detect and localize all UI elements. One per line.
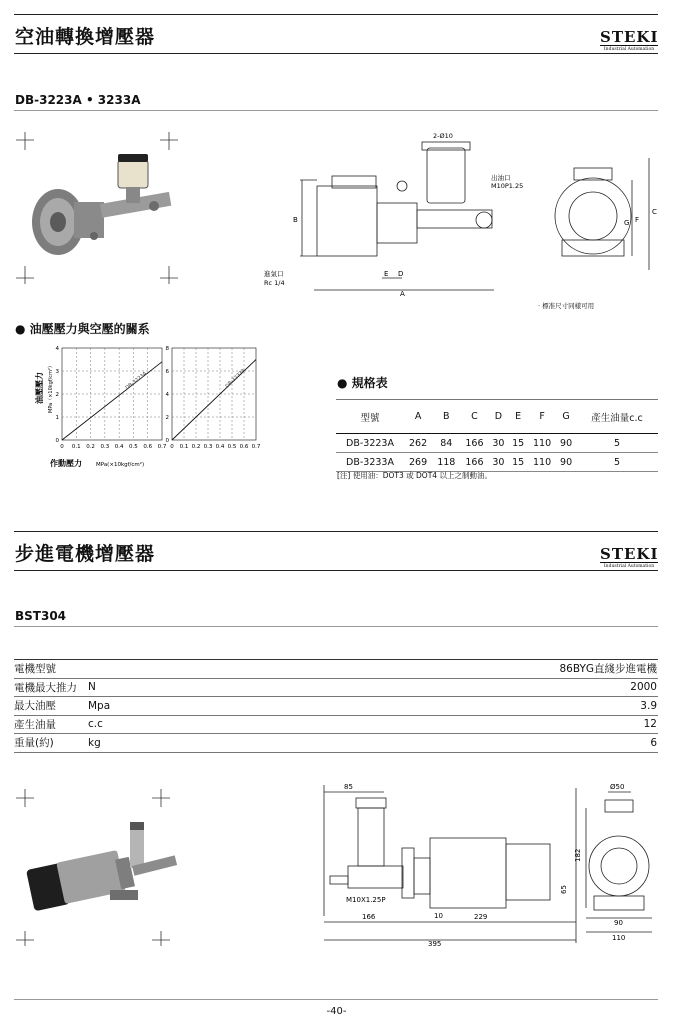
table-row: 電機型號 86BYG直綫步進電機: [14, 660, 658, 679]
svg-text:出油口: 出油口: [491, 174, 511, 182]
chart-ylabel-main: 油壓壓力: [35, 372, 44, 404]
chart-y-tick-label: 6: [165, 369, 169, 375]
svg-text:Rc 1/4: Rc 1/4: [264, 279, 285, 287]
steki-logo: STEKI Industrial Automation: [600, 28, 659, 52]
bullet-icon: ●: [15, 322, 26, 336]
chart-x-tick-label: 0.3: [203, 444, 213, 450]
chart-y-tick-label: 1: [55, 415, 59, 421]
dim-110: 110: [612, 934, 626, 942]
dim-229: 229: [474, 913, 488, 921]
dim-90: 90: [614, 919, 623, 927]
table-row: 產生油量 c.c 12: [14, 715, 658, 734]
dim-65: 65: [560, 885, 568, 894]
svg-text:C: C: [652, 208, 657, 216]
table-row: 重量(約) kg 6: [14, 734, 658, 753]
page-number: -40-: [326, 1006, 347, 1017]
section2-title-rule: [14, 570, 658, 571]
chart-x-tick-label: 0.5: [227, 444, 237, 450]
chart-x-tick-label: 0.7: [157, 444, 167, 450]
svg-text:E: E: [384, 270, 389, 278]
section2-model: BST304: [15, 609, 67, 623]
svg-text:2-Ø10: 2-Ø10: [433, 132, 453, 140]
svg-text:· 標准尺寸同樣可用: · 標准尺寸同樣可用: [538, 302, 595, 310]
chart-series-label: DB-3233A: [224, 367, 247, 390]
drawing-db3223a: [262, 128, 662, 310]
graph-heading: ● 油壓壓力與空壓的關系: [15, 322, 150, 336]
motor-spec-table: [14, 659, 658, 753]
chart-x-tick-label: 0.1: [179, 444, 189, 450]
dim-166: 166: [362, 913, 376, 921]
drawing-bst304: [318, 778, 663, 950]
svg-text:B: B: [293, 216, 298, 224]
spec-header-row: 型號 A B C D E F G 產生油量c.c: [336, 400, 658, 434]
chart-y-tick-label: 2: [165, 415, 169, 421]
spec-note: [注] 使用油：DOT3 或 DOT4 以上之制動油。: [337, 471, 492, 480]
spec-table: [336, 399, 658, 472]
chart-x-tick-label: 0.6: [239, 444, 249, 450]
chart-y-tick-label: 4: [55, 346, 59, 352]
dim-182: 182: [574, 848, 582, 862]
svg-text:M10P1.25: M10P1.25: [491, 182, 524, 190]
chart-y-tick-label: 0: [55, 438, 59, 444]
top-rule: [14, 14, 658, 15]
chart-y-tick-label: 8: [165, 346, 169, 352]
chart-x-tick-label: 0.5: [129, 444, 138, 450]
chart-x-tick-label: 0.3: [100, 444, 110, 450]
table-row: DB-3233A 269 118 166 30 15 110 90 5: [336, 453, 658, 472]
chart-y-tick-label: 3: [55, 369, 59, 375]
section1-title-rule: [14, 53, 658, 54]
pressure-charts: [14, 340, 264, 475]
section1-title: 空油轉換增壓器: [15, 26, 156, 48]
chart-x-tick-label: 0.4: [215, 444, 225, 450]
chart-y-tick-label: 4: [165, 392, 169, 398]
chart-x-tick-label: 0: [170, 444, 174, 450]
chart-series-label: DB-3223A: [124, 370, 149, 392]
footer-rule: [14, 999, 658, 1000]
table-row: 最大油壓 Mpa 3.9: [14, 697, 658, 716]
svg-text:進氣口: 進氣口: [264, 270, 284, 278]
chart-series-line: [62, 362, 162, 440]
dim-395: 395: [428, 940, 442, 948]
dim-o50: Ø50: [610, 783, 625, 791]
spec-heading: ● 規格表: [337, 376, 388, 390]
svg-text:A: A: [400, 290, 405, 298]
svg-text:G: G: [624, 219, 630, 227]
table-row: 電機最大推力 N 2000: [14, 678, 658, 697]
chart-x-tick-label: 0.2: [191, 444, 201, 450]
chart-ylabel-unit: MPa（×10kgf/cm²）: [48, 363, 54, 413]
table-row: DB-3223A 262 84 166 30 15 110 90 5: [336, 434, 658, 453]
chart-y-tick-label: 2: [55, 392, 59, 398]
svg-text:F: F: [635, 216, 640, 224]
chart-x-tick-label: 0.1: [71, 444, 81, 450]
dim-85: 85: [344, 783, 353, 791]
bullet-icon: ●: [337, 376, 348, 390]
product-photo-db3223a: [14, 132, 184, 288]
chart-x-tick-label: 0.7: [251, 444, 261, 450]
svg-text:D: D: [398, 270, 404, 278]
dim-thread: M10X1.25P: [346, 896, 386, 904]
steki-logo: STEKI Industrial Automation: [600, 545, 659, 569]
section1-model: DB-3223A • 3233A: [15, 93, 141, 107]
chart-xlabel-main: 作動壓力: [50, 459, 82, 468]
chart-xlabel-unit: MPa(×10kgf/cm²): [96, 462, 145, 468]
product-photo-bst304: [14, 786, 194, 946]
chart-x-tick-label: 0: [60, 444, 64, 450]
chart-x-tick-label: 0.6: [143, 444, 153, 450]
chart-y-tick-label: 0: [165, 438, 169, 444]
section2-top-rule: [14, 531, 658, 532]
section2-title: 步進電機增壓器: [15, 543, 156, 565]
chart-x-tick-label: 0.2: [86, 444, 95, 450]
dim-10: 10: [434, 912, 443, 920]
model-rule: [14, 110, 658, 111]
chart-x-tick-label: 0.4: [114, 444, 124, 450]
model2-rule: [14, 626, 658, 627]
